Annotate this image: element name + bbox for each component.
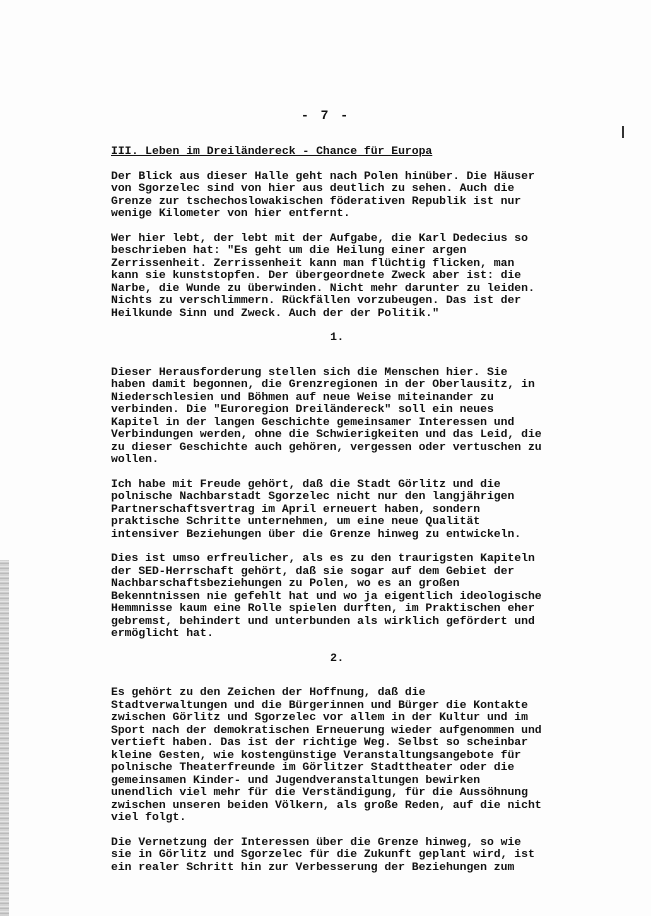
text-line: Zerrissenheit. Zerrissenheit kann man flüchtig flicken, man bbox=[111, 257, 515, 270]
text-line: Stadtverwaltungen und die Bürgerinnen und Bürger die Kontakte bbox=[111, 699, 528, 712]
text-line: Partnerschaftsvertrag im April erneuert haben, sondern bbox=[111, 503, 481, 516]
text-line: gebremst, behindert und unterbunden als wirklich gefördert und bbox=[111, 615, 535, 628]
text-line: beschrieben hat: "Es geht um die Heilung einer argen bbox=[111, 245, 467, 257]
section-number: 1. bbox=[330, 332, 344, 344]
text-line: intensiver Beziehungen über die Grenze hinweg zu entwickeln. bbox=[111, 528, 522, 541]
text-line: Ich habe mit Freude gehört, daß die Stadt Görlitz und die bbox=[111, 478, 501, 491]
text-line: Grenze zur tschechoslowakischen föderativen Republik ist nur bbox=[111, 195, 522, 208]
text-line: Der Blick aus dieser Halle geht nach Polen hinüber. Die Häuser bbox=[111, 170, 535, 183]
text-line: kann sie kunststopfen. Der übergeordnete Zweck aber ist: die bbox=[111, 270, 522, 282]
text-line: verbinden. Die "Euroregion Dreiländereck" soll ein neues bbox=[111, 404, 494, 416]
text-line: polnische Theaterfreunde im Görlitzer Stadttheater oder die bbox=[111, 762, 515, 774]
paragraph bbox=[111, 479, 563, 542]
text-line: Hemmnisse kaum eine Rolle spielen durften, im Praktischen eher bbox=[111, 603, 535, 615]
text-line: Wer hier lebt, der lebt mit der Aufgabe, die Karl Dedecius so bbox=[111, 232, 528, 245]
paragraph bbox=[111, 687, 563, 825]
section-number: 2. bbox=[330, 652, 344, 665]
page-number: - 7 - bbox=[300, 108, 350, 123]
paragraph bbox=[111, 367, 563, 467]
paragraph bbox=[111, 171, 563, 221]
text-line: Sport nach der demokratischen Erneuerung wieder aufgenommen und bbox=[111, 724, 542, 737]
text-line: vertieft haben. Das ist der richtige Weg. Selbst so scheinbar bbox=[111, 737, 528, 749]
margin-mark bbox=[622, 126, 624, 138]
paragraph bbox=[111, 553, 563, 641]
text-line: wenige Kilometer von hier entfernt. bbox=[111, 208, 351, 220]
text-line: praktische Schritte unternehmen, um eine neue Qualität bbox=[111, 516, 481, 528]
text-line: Dies ist umso erfreulicher, als es zu den traurigsten Kapiteln bbox=[111, 553, 535, 565]
text-line: Bekenntnissen nie gefehlt hat und wo ja eigentlich ideologische bbox=[111, 590, 542, 603]
text-line: unendlich viel mehr für die Verständigung, für die Aussöhnung bbox=[111, 787, 528, 799]
section-heading: III. Leben im Dreiländereck - Chance für Europa bbox=[111, 146, 433, 158]
text-line: Heilkunde Sinn und Zweck. Auch der der Politik." bbox=[111, 307, 440, 320]
text-line: zu dieser Geschichte auch gehören, vergessen oder vertuschen zu bbox=[111, 441, 542, 454]
text-line: kleine Gesten, wie kostengünstige Veranstaltungsangebote für bbox=[111, 749, 522, 762]
text-line: von Sgorzelec sind von hier aus deutlich zu sehen. Auch die bbox=[111, 183, 515, 195]
text-line: Kapitel in der langen Geschichte gemeinsamer Interessen und bbox=[111, 416, 515, 429]
text-line: gemeinsamen Kinder- und Jugendveranstaltungen bewirken bbox=[111, 774, 481, 787]
text-line: zwischen unseren beiden Völkern, als große Reden, auf die nicht bbox=[111, 799, 542, 812]
text-line: polnische Nachbarstadt Sgorzelec nicht nur den langjährigen bbox=[111, 491, 515, 503]
text-line: Die Vernetzung der Interessen über die Grenze hinweg, so wie bbox=[111, 836, 522, 849]
text-line: Dieser Herausforderung stellen sich die Menschen hier. Sie bbox=[111, 366, 508, 379]
text-line: der SED-Herrschaft gehört, daß sie sogar auf dem Gebiet der bbox=[111, 565, 515, 578]
text-line: ermöglicht hat. bbox=[111, 628, 214, 640]
text-line: viel folgt. bbox=[111, 812, 187, 824]
text-line: Narbe, die Wunde zu überwinden. Nicht mehr darunter zu leiden. bbox=[111, 282, 535, 295]
text-line: wollen. bbox=[111, 454, 159, 466]
text-line: ein realer Schritt hin zur Verbesserung der Beziehungen zum bbox=[111, 861, 515, 874]
text-line: Verbindungen werden, ohne die Schwierigkeiten und das Leid, die bbox=[111, 429, 542, 441]
text-line: zwischen Görlitz und Sgorzelec vor allem in der Kultur und im bbox=[111, 712, 528, 724]
scan-edge-artifact bbox=[0, 560, 9, 916]
document-body bbox=[111, 146, 563, 886]
paragraph bbox=[111, 837, 563, 875]
text-line: Es gehört zu den Zeichen der Hoffnung, daß die bbox=[111, 687, 426, 699]
paragraph bbox=[111, 233, 563, 321]
text-line: Nichts zu verschlimmern. Rückfällen vorzubeugen. Das ist der bbox=[111, 295, 522, 307]
text-line: haben damit begonnen, die Grenzregionen in der Oberlausitz, in bbox=[111, 379, 535, 391]
paragraph-list bbox=[111, 171, 563, 875]
text-line: Nachbarschaftsbeziehungen zu Polen, wo es an großen bbox=[111, 578, 460, 590]
text-line: sie in Görlitz und Sgorzelec für die Zukunft geplant wird, ist bbox=[111, 849, 535, 861]
text-line: Niederschlesien und Böhmen auf neue Weise miteinander zu bbox=[111, 391, 494, 404]
